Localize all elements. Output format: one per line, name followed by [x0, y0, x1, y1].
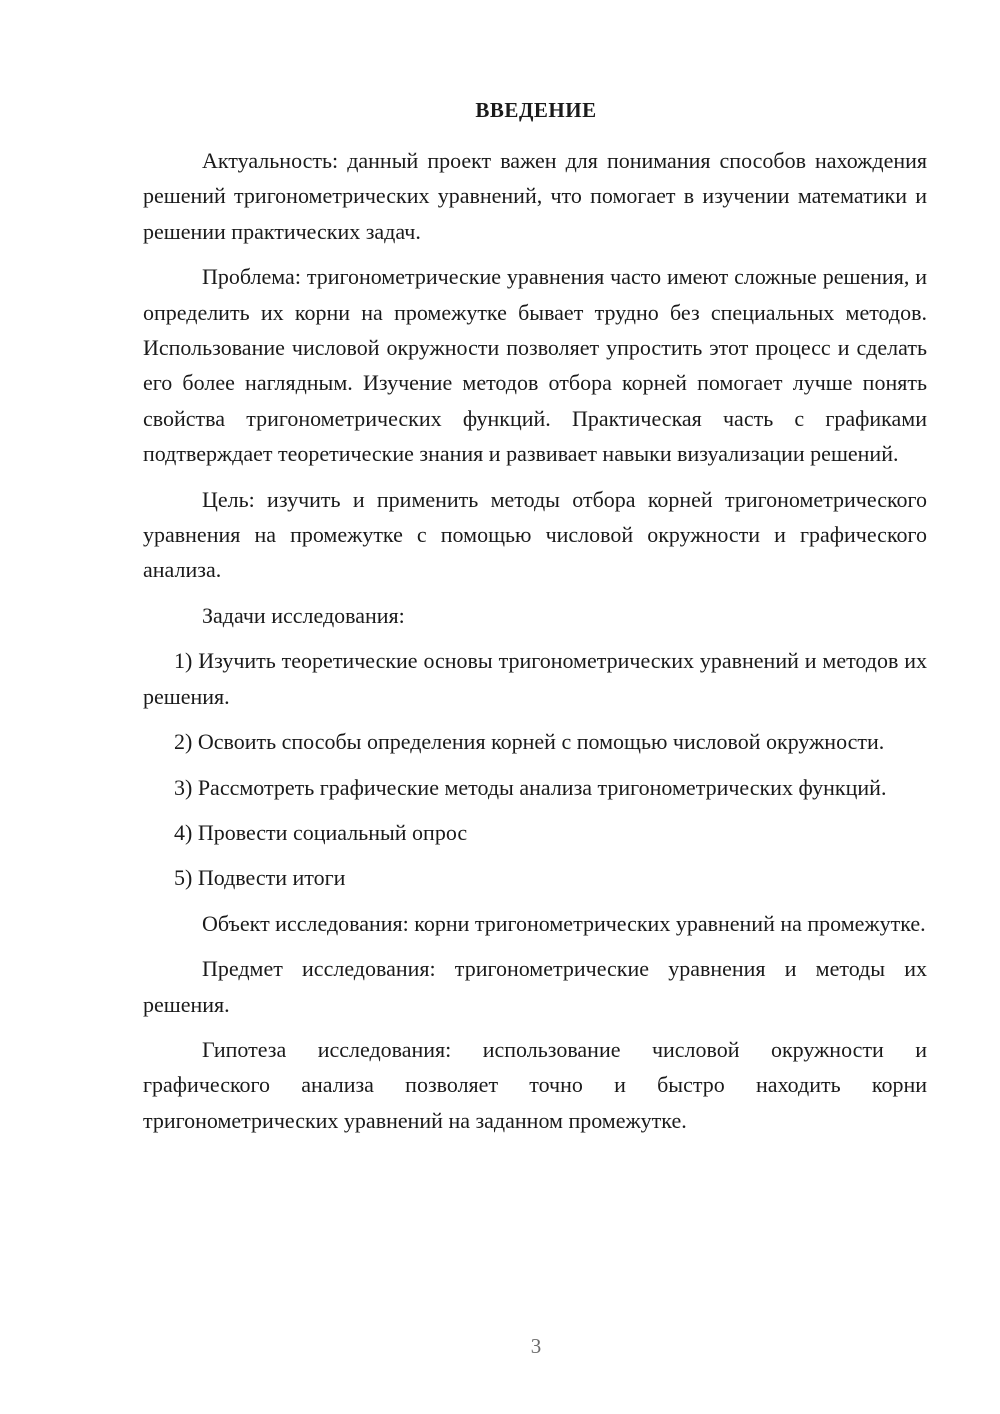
page-number: 3: [530, 1334, 542, 1358]
object-paragraph: Объект исследования: корни тригонометрических уравнений на промежутке.: [202, 910, 926, 936]
relevance-paragraph: Актуальность: данный проект важен для понимания способов нахождения решений тригонометрических уравнений, что помогает в изучении математики и решении практических задач.: [143, 148, 927, 244]
body-text: [143, 143, 927, 1148]
subject-paragraph: Предмет исследования: тригонометрические уравнения и методы их решения.: [143, 956, 927, 1017]
task-item: 3) Рассмотреть графические методы анализа тригонометрических функций.: [174, 774, 887, 800]
hypothesis-paragraph: Гипотеза исследования: использование числовой окружности и графического анализа позволяет точно и быстро находить корни тригонометрических уравнений на заданном промежутке.: [143, 1036, 927, 1133]
problem-paragraph: Проблема: тригонометрические уравнения часто имеют сложные решения, и определить их корни на промежутке бывает трудно без специальных методов. Использование числовой окружности позволяет упростить этот процесс и сделать его более наглядным. Изучение методов отбора корней помогает лучше понять свойства тригонометрических функций. Практическая часть с графиками подтверждает теоретические знания и развивает навыки визуализации решений.: [143, 264, 927, 467]
task-item: 4) Провести социальный опрос: [174, 819, 468, 845]
tasks-heading: Задачи исследования:: [202, 602, 405, 628]
task-item: 2) Освоить способы определения корней с помощью числовой окружности.: [174, 729, 885, 755]
section-title: ВВЕДЕНИЕ: [475, 98, 597, 122]
goal-paragraph: Цель: изучить и применить методы отбора корней тригонометрического уравнения на промежутке с помощью числовой окружности и графического анализа.: [143, 486, 927, 583]
task-item: 5) Подвести итоги: [174, 865, 346, 891]
task-item: 1) Изучить теоретические основы тригонометрических уравнений и методов их решения.: [143, 648, 927, 709]
